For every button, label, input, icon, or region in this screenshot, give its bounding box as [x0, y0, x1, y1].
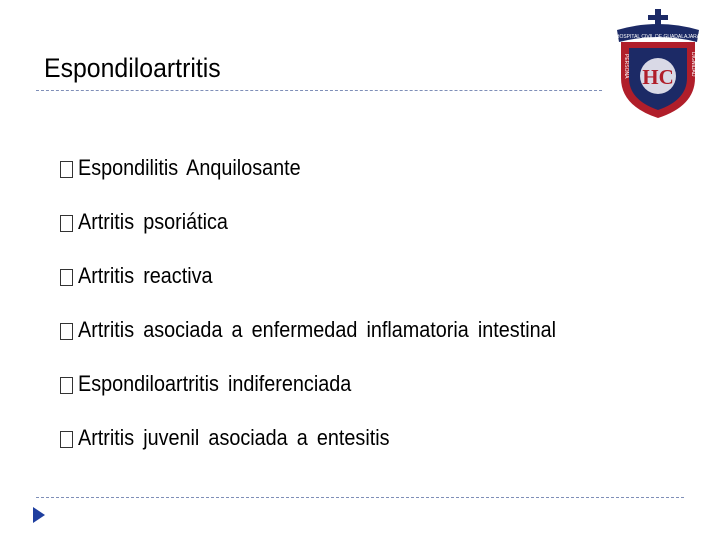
crest-right-text: DIGNIDAD	[690, 52, 696, 77]
square-bullet-icon	[60, 323, 73, 340]
square-bullet-icon	[60, 377, 73, 394]
bullet-text: Artritis psoriática	[78, 209, 228, 234]
bullet-text: Espondiloartritis indiferenciada	[78, 371, 352, 396]
title-divider	[36, 90, 602, 91]
list-item	[60, 249, 609, 303]
crest-left-text: PERSONA	[623, 54, 629, 79]
square-bullet-icon	[60, 431, 73, 448]
bullet-text: Artritis asociada a enfermedad inflamatoria intestinal	[78, 317, 557, 342]
crest-initials: HC	[642, 65, 674, 89]
square-bullet-icon	[60, 269, 73, 286]
square-bullet-icon	[60, 215, 73, 232]
banner-text: HOSPITAL CIVIL DE GUADALAJARA	[615, 34, 701, 40]
list-item	[60, 195, 609, 249]
square-bullet-icon	[60, 161, 73, 178]
list-item	[60, 357, 609, 411]
bullet-list	[60, 141, 609, 465]
list-item	[60, 141, 609, 195]
bullet-text: Artritis reactiva	[78, 263, 213, 288]
list-item	[60, 303, 609, 357]
bullet-text: Espondilitis Anquilosante	[78, 155, 301, 180]
bullet-text: Artritis juvenil asociada a entesitis	[78, 425, 390, 450]
hospital-logo	[611, 8, 705, 120]
next-slide-arrow-icon[interactable]	[33, 507, 45, 523]
list-item	[60, 411, 609, 465]
footer-divider	[36, 497, 684, 498]
slide-title: Espondiloartritis	[44, 53, 221, 83]
